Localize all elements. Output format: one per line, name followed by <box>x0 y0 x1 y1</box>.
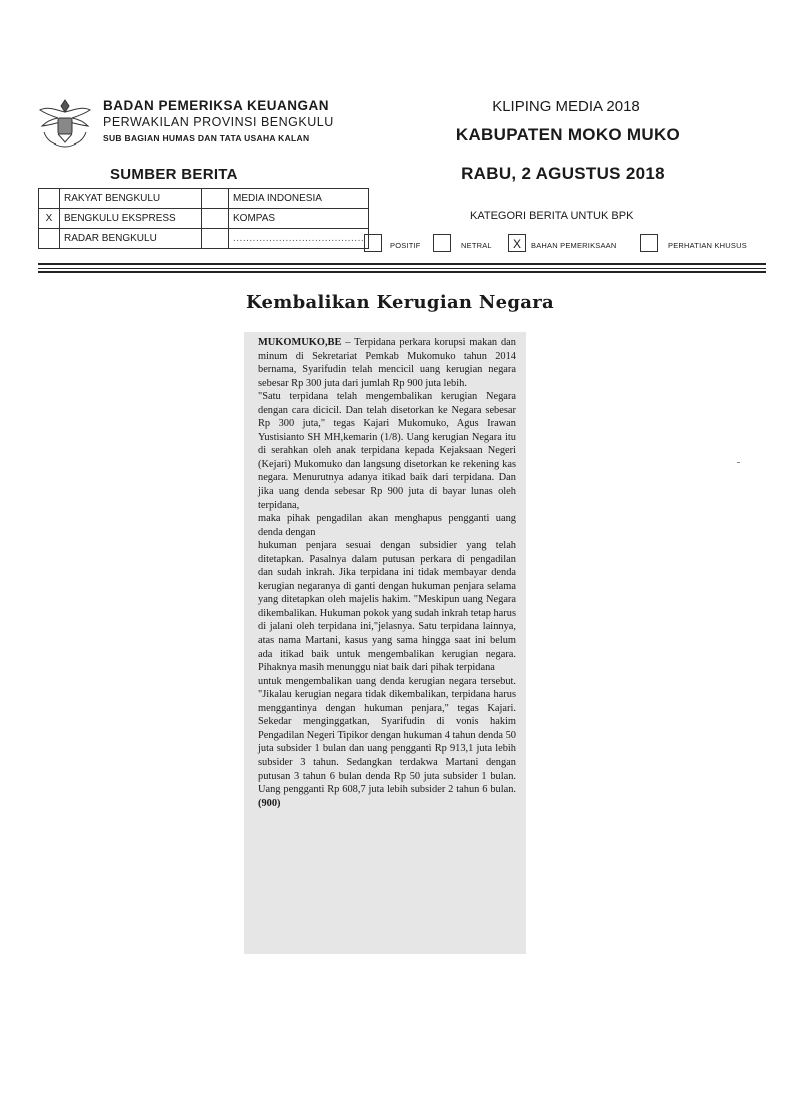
kategori-label-perhatian-khusus: PERHATIAN KHUSUS <box>668 241 747 250</box>
source-row <box>39 209 369 229</box>
org-branch: PERWAKILAN PROVINSI BENGKULU <box>103 115 334 129</box>
kategori-label-netral: NETRAL <box>461 241 492 250</box>
kategori-checkbox-positif <box>364 234 382 252</box>
source-name: BENGKULU EKSPRESS <box>60 209 202 229</box>
source-mark <box>202 189 229 209</box>
source-name: RAKYAT BENGKULU <box>60 189 202 209</box>
article-code: (900) <box>258 797 281 809</box>
article-headline: Kembalikan Kerugian Negara <box>246 292 554 313</box>
source-mark: X <box>39 209 60 229</box>
org-subunit: SUB BAGIAN HUMAS DAN TATA USAHA KALAN <box>103 133 310 143</box>
source-mark <box>202 209 229 229</box>
header-divider <box>38 271 766 273</box>
source-row <box>39 189 369 209</box>
header-divider-thin <box>38 268 766 269</box>
kategori-checkbox-netral <box>433 234 451 252</box>
article-body <box>244 332 526 810</box>
bpk-logo <box>34 92 96 154</box>
kategori-checkbox-perhatian-khusus <box>640 234 658 252</box>
source-row <box>39 229 369 249</box>
source-mark <box>39 189 60 209</box>
kliping-title: KLIPING MEDIA 2018 <box>492 98 640 115</box>
source-mark <box>202 229 229 249</box>
source-name: KOMPAS <box>229 209 369 229</box>
garuda-emblem-icon <box>34 92 96 154</box>
header-divider <box>38 263 766 265</box>
org-name: BADAN PEMERIKSA KEUANGAN <box>103 98 330 113</box>
source-name: RADAR BENGKULU <box>60 229 202 249</box>
kategori-label-positif: POSITIF <box>390 241 421 250</box>
kategori-checkbox-bahan-pemeriksaan: X <box>508 234 526 252</box>
sumber-berita-title: SUMBER BERITA <box>110 166 238 183</box>
article-clipping <box>244 332 526 954</box>
kabupaten-title: KABUPATEN MOKO MUKO <box>455 125 681 144</box>
scan-speck <box>737 462 740 463</box>
article-text: – Terpidana perkara korupsi makan dan minum di Sekretariat Pemkab Mukomuko tahun 2014 bernama, Syarifudin telah mencicil uang kerugian negara sebesar Rp 300 juta dari jumlah Rp 900 juta lebih. "Satu terpidana telah mengembalikan kerugian Negara dengan cara dicicil. Dan telah disetorkan ke Negara sebesar Rp 300 juta," tegas Kajari Mukomuko, Agus Irawan Yustisianto SH MH,kemarin (1/8). Uang kerugian Negara itu di serahkan oleh anak terpidana kepada Kejaksaan Negeri (Kejari) Mukomuko dan langsung disetorkan ke rekening kas negara. Menurutnya adanya itikad baik dari terpidana. Dan jika uang denda sebesar Rp 900 juta di bayar lunas oleh terpidana, maka pihak pengadilan akan menghapus pengganti uang denda dengan hukuman penjara sesuai dengan subsidier yang telah ditetapkan. Pasalnya dalam putusan perkara di pengadilan dan sudah inkrah. Jika terpidana ini tidak membayar denda kerugian negaranya di ganti dengan hukuman penjara selama yang ditetapkan oleh majelis hakim. "Meskipun uang Negara dikembalikan. Hukuman pokok yang sudah inkrah tetap harus di jalani oleh terpidana ini,"jelasnya. Satu terpidana lainnya, atas nama Martani, kasus yang sama hingga saat ini belum ada itikad baik untuk mengembalikan kerugian negara. Pihaknya masih menunggu niat baik dari pihak terpidana untuk mengembalikan uang denda kerugian negara tersebut. "Jikalau kerugian negara tidak dikembalikan, terpidana harus menggantinya dengan hukuman penjara," tegas Kajari. Sekedar menginggatkan, Syarifudin di vonis hakim Pengadilan Negeri Tipikor dengan hukuman 4 tahun denda 50 juta subsider 1 bulan dan uang pengganti Rp 913,1 juta lebih subsider 3 tahun. Sedangkan terdakwa Martani dengan putusan 3 tahun 6 bulan denda Rp 50 juta subsider 1 bulan. Uang pengganti Rp 608,7 juta lebih subsider 2 tahun 6 bulan. <box>258 337 516 796</box>
source-name: MEDIA INDONESIA <box>229 189 369 209</box>
source-table <box>38 188 369 249</box>
clipping-date: RABU, 2 AGUSTUS 2018 <box>461 164 665 183</box>
source-other-blank: ........................................ <box>229 229 369 249</box>
source-mark <box>39 229 60 249</box>
article-dateline: MUKOMUKO,BE <box>258 337 342 348</box>
kategori-label-bahan-pemeriksaan: BAHAN PEMERIKSAAN <box>531 241 617 250</box>
kategori-title: KATEGORI BERITA UNTUK BPK <box>470 210 634 222</box>
